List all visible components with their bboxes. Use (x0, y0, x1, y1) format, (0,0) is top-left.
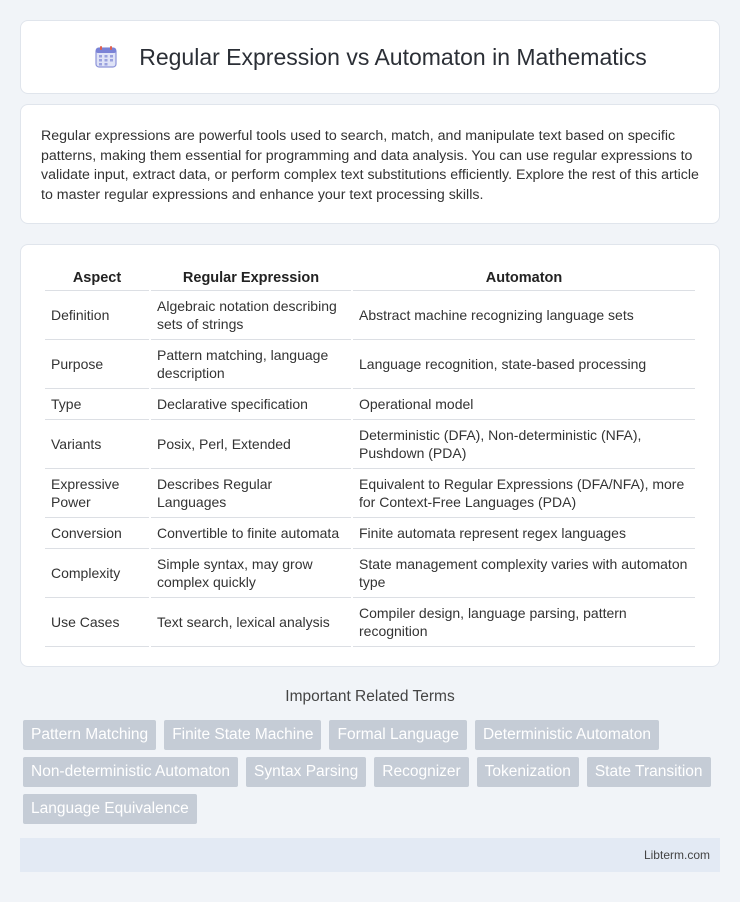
table-row (45, 389, 695, 420)
table-header-row (45, 265, 695, 291)
automaton-cell: Deterministic (DFA), Non-deterministic (NFA), Pushdown (PDA) (353, 420, 695, 469)
regex-cell: Pattern matching, language description (151, 340, 351, 389)
table-row (45, 340, 695, 389)
tag-state-transition[interactable]: State Transition (587, 757, 711, 787)
tag-formal-language[interactable]: Formal Language (329, 720, 467, 750)
regex-cell: Declarative specification (151, 389, 351, 420)
tag-pattern-matching[interactable]: Pattern Matching (23, 720, 156, 750)
tag-finite-state-machine[interactable]: Finite State Machine (164, 720, 321, 750)
footer-site-link[interactable]: Libterm.com (643, 848, 710, 862)
aspect-cell: Variants (45, 420, 149, 469)
regex-cell: Algebraic notation describing sets of strings (151, 291, 351, 340)
tag-recognizer[interactable]: Recognizer (374, 757, 468, 787)
intro-text: Regular expressions are powerful tools used to search, match, and manipulate text based on specific patterns, making them essential for programming and data analysis. You can use regular expressions to validate input, extract data, or perform complex text substitutions efficiently. Explore the rest of this article to master regular expressions and enhance your text processing skills. (41, 128, 699, 203)
table-row (45, 291, 695, 340)
tag-syntax-parsing[interactable]: Syntax Parsing (246, 757, 366, 787)
regex-cell: Describes Regular Languages (151, 469, 351, 518)
automaton-cell: State management complexity varies with automaton type (353, 549, 695, 598)
automaton-cell: Compiler design, language parsing, pattern recognition (353, 598, 695, 647)
page-title: Regular Expression vs Automaton in Mathematics (139, 43, 647, 70)
regex-cell: Text search, lexical analysis (151, 598, 351, 647)
regex-cell: Convertible to finite automata (151, 518, 351, 549)
related-terms-title: Important Related Terms (285, 688, 455, 705)
header-aspect: Aspect (45, 265, 149, 291)
aspect-cell: Definition (45, 291, 149, 340)
footer (20, 838, 720, 872)
aspect-cell: Purpose (45, 340, 149, 389)
comparison-table (43, 265, 697, 647)
title-wrap (93, 44, 647, 71)
table-row (45, 518, 695, 549)
header-automaton: Automaton (353, 265, 695, 291)
table-row (45, 598, 695, 647)
table-row (45, 420, 695, 469)
regex-cell: Simple syntax, may grow complex quickly (151, 549, 351, 598)
automaton-cell: Equivalent to Regular Expressions (DFA/NFA), more for Context-Free Languages (PDA) (353, 469, 695, 518)
table-row (45, 549, 695, 598)
automaton-cell: Finite automata represent regex languages (353, 518, 695, 549)
automaton-cell: Language recognition, state-based processing (353, 340, 695, 389)
aspect-cell: Conversion (45, 518, 149, 549)
header-regular-expression: Regular Expression (151, 265, 351, 291)
comparison-card (20, 244, 720, 667)
automaton-cell: Abstract machine recognizing language sets (353, 291, 695, 340)
tag-language-equivalence[interactable]: Language Equivalence (23, 794, 197, 824)
aspect-cell: Complexity (45, 549, 149, 598)
related-terms-tags (23, 720, 723, 824)
automaton-cell: Operational model (353, 389, 695, 420)
calendar-icon (93, 44, 119, 70)
tag-tokenization[interactable]: Tokenization (477, 757, 579, 787)
intro-card (20, 104, 720, 224)
tag-non-deterministic-automaton[interactable]: Non-deterministic Automaton (23, 757, 238, 787)
aspect-cell: Use Cases (45, 598, 149, 647)
header-card (20, 20, 720, 94)
table-row (45, 469, 695, 518)
aspect-cell: Expressive Power (45, 469, 149, 518)
tag-deterministic-automaton[interactable]: Deterministic Automaton (475, 720, 659, 750)
regex-cell: Posix, Perl, Extended (151, 420, 351, 469)
aspect-cell: Type (45, 389, 149, 420)
